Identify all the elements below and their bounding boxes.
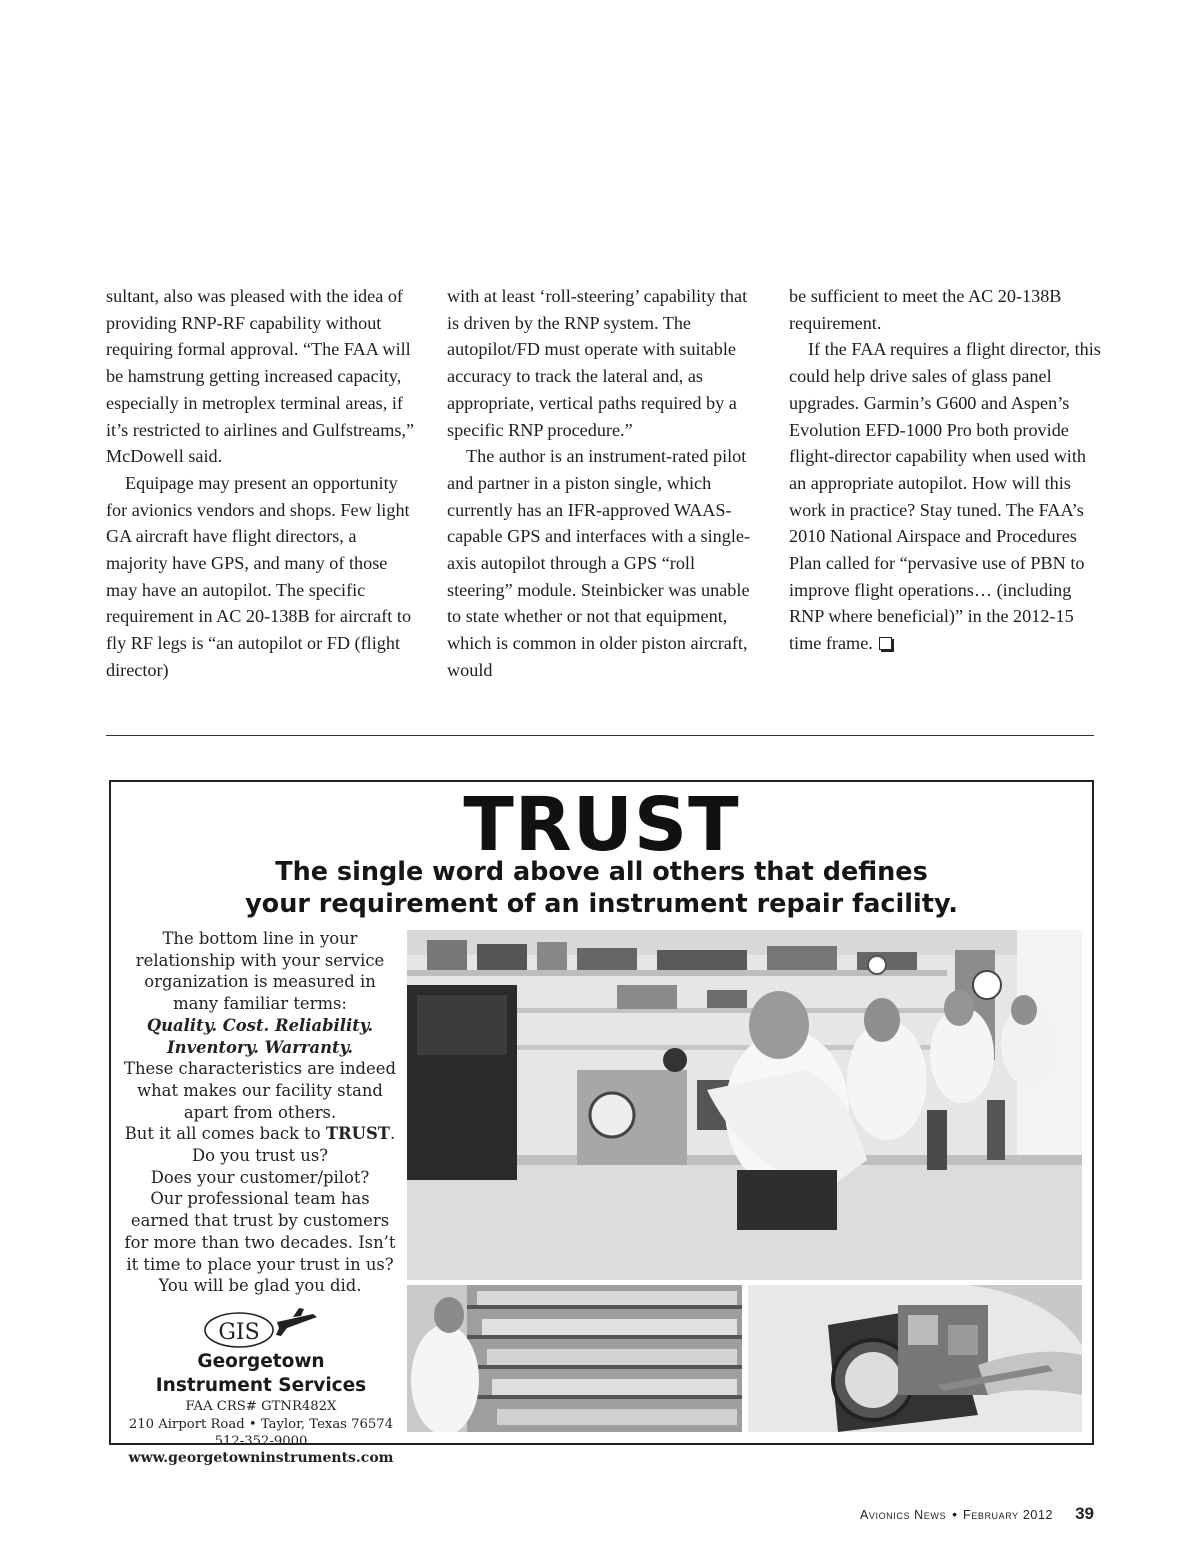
ad-subheadline-line-1: The single word above all others that defines	[275, 857, 928, 887]
ad-copy-line: The bottom line in your	[162, 929, 358, 948]
article-paragraph: The author is an instrument-rated pilot and partner in a piston single, which currently has an IFR-approved WAAS-capable GPS and interfaces with a single-axis autopilot through a GPS “roll steering” module. Steinbicker was unable to state whether or not that equipment, which is common in older piston aircraft, would	[447, 446, 751, 680]
company-website: www.georgetowninstruments.com	[128, 1450, 394, 1466]
ad-subheadline-line-2: your requirement of an instrument repair facility.	[245, 889, 958, 919]
section-divider	[106, 735, 1094, 736]
page-number: 39	[1075, 1504, 1094, 1523]
ad-copy-line: organization is measured in	[144, 972, 376, 992]
workshop-photo	[407, 930, 1082, 1280]
logo-text: GIS	[218, 1320, 260, 1345]
ad-copy-emphasis: Inventory. Warranty.	[167, 1037, 353, 1057]
gis-logo	[181, 1304, 341, 1354]
issue-date: February 2012	[963, 1508, 1054, 1522]
article-paragraph: with at least ‘roll-steering’ capability that is driven by the RNP system. The autopilot/FD must operate with suitable accuracy to track the lateral and, as appropriate, vertical paths required by a specific RNP procedure.”	[447, 286, 748, 440]
company-phone: 512-352-9000	[214, 1434, 308, 1449]
ad-copy-text: But it all comes back to	[124, 1124, 326, 1144]
ad-copy-line: many familiar terms:	[173, 994, 347, 1014]
gis-logo-mark	[181, 1304, 341, 1354]
ad-copy-line: Our professional team has	[150, 1189, 370, 1209]
shelves-photo	[407, 1285, 742, 1432]
ad-copy-line	[114, 1123, 406, 1145]
article-paragraph: be sufficient to meet the AC 20-138B requirement.	[789, 286, 1062, 333]
article-column-3	[789, 283, 1101, 657]
article-paragraph: sultant, also was pleased with the idea of providing RNP-RF capability without requiring formal approval. “The FAA will be hamstrung getting increased capacity, especially in metroplex terminal areas, if it’s restricted to airlines and Gulfstreams,” McDowell said.	[106, 286, 415, 467]
article-paragraph: Equipage may present an opportunity for avionics vendors and shops. Few light GA aircraft have flight directors, a majority have GPS, and many of those may have an autopilot. The specific requirement in AC 20-138B for aircraft to fly RF legs is “an autopilot or FD (flight director)	[106, 472, 412, 680]
ad-subheadline	[111, 856, 1092, 920]
airplane-icon	[276, 1314, 317, 1336]
ad-copy-text: .	[390, 1124, 396, 1144]
ad-copy-line: it time to place your trust in us?	[126, 1254, 394, 1274]
publication-name: Avionics News	[859, 1508, 947, 1522]
ad-copy-line: Does your customer/pilot?	[150, 1167, 370, 1187]
ad-copy-line: earned that trust by customers	[130, 1211, 390, 1231]
ad-copy-line: These characteristics are indeed	[124, 1059, 396, 1079]
page-footer	[860, 1504, 1094, 1524]
ad-copy-line: for more than two decades. Isn’t	[124, 1232, 396, 1252]
ad-copy-line: apart from others.	[183, 1102, 337, 1122]
ad-copy-line: relationship with your service	[135, 950, 385, 970]
ad-copy-line: Do you trust us?	[191, 1146, 329, 1166]
ad-headline: TRUST	[463, 782, 740, 868]
ad-copy-trust: TRUST	[325, 1124, 390, 1144]
ad-body-copy	[114, 928, 406, 1297]
ad-copy-line: You will be glad you did.	[158, 1276, 362, 1296]
article-column-2	[447, 283, 759, 684]
faa-crs-number: FAA CRS# GTNR482X	[185, 1399, 337, 1414]
footer-bullet: •	[952, 1506, 957, 1522]
advertisement	[109, 780, 1094, 1466]
company-name-line-2: Instrument Services	[155, 1375, 367, 1396]
end-of-article-icon	[879, 637, 892, 650]
article-column-1	[106, 283, 418, 684]
ad-copy-line: what makes our facility stand	[137, 1080, 383, 1100]
ad-copy-emphasis: Quality. Cost. Reliability.	[146, 1015, 374, 1035]
article-paragraph: If the FAA requires a flight director, this could help drive sales of glass panel upgrades. Garmin’s G600 and Aspen’s Evolution EFD-1000 Pro both provide flight-director capability when used with an appropriate autopilot. How will this work in practice? Stay tuned. The FAA’s 2010 National Airspace and Procedures Plan called for “pervasive use of PBN to improve flight operations… (including RNP where beneficial)” in the 2012-15 time frame.	[789, 339, 1101, 654]
company-name-line-1: Georgetown	[197, 1351, 325, 1372]
company-address: 210 Airport Road • Taylor, Texas 76574	[128, 1417, 394, 1432]
gauge-repair-photo	[748, 1285, 1082, 1432]
